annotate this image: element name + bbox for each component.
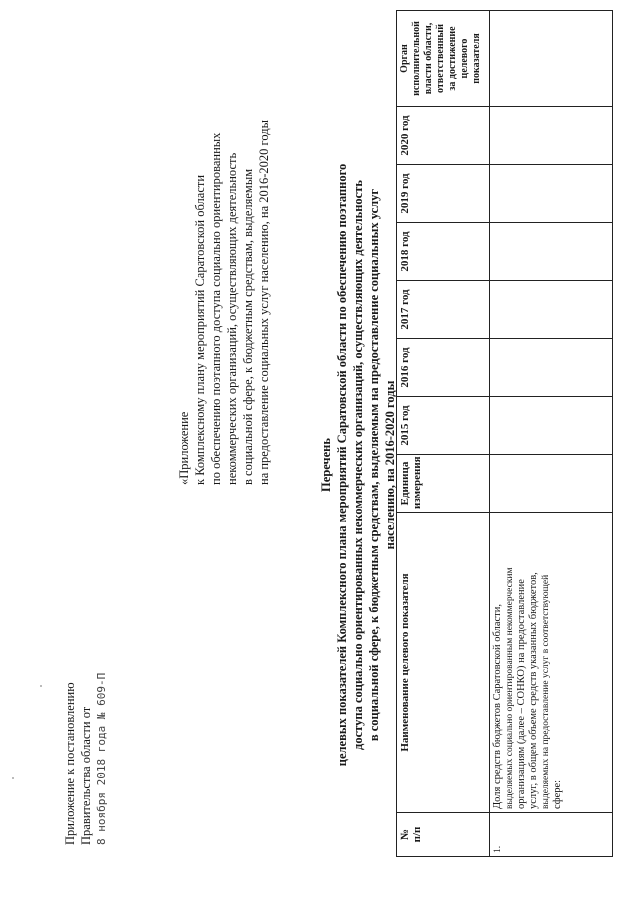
header-name: Наименование целевого показателя	[397, 513, 490, 813]
annex-line: по обеспечению поэтапного доступа социально ориентированных	[209, 132, 223, 485]
row-org	[490, 11, 613, 107]
header-2019: 2019 год	[397, 165, 490, 223]
row-name: Доля средств бюджетов Саратовской области, выделяемых социально ориентированным некоммерческим организациям (далее – СОНКО) на предоставление услуг, в общем объеме средств указанных бюджетов, выделяемых на предоставление услуг в соответствующей сфере:	[490, 513, 613, 813]
annex-line: к Комплексному плану мероприятий Саратовской области	[193, 174, 207, 485]
table-row	[490, 11, 613, 857]
scan-speck	[40, 685, 42, 687]
header-unit: Единица измерения	[397, 455, 490, 513]
header-2018: 2018 год	[397, 223, 490, 281]
targets-table	[396, 10, 613, 857]
row-2020	[490, 107, 613, 165]
document-title-line: в социальной сфере, к бюджетным средствам, выделяемым на предоставление социальных услуг	[367, 188, 381, 742]
scan-speck	[12, 777, 14, 779]
annex-line: на предоставление социальных услуг населению, на 2016-2020 годы	[257, 119, 271, 485]
row-2017	[490, 281, 613, 339]
header-2017: 2017 год	[397, 281, 490, 339]
annex-block	[176, 5, 272, 485]
annex-line: некоммерческих организаций, осуществляющих деятельность	[225, 152, 239, 485]
table-header-row	[397, 11, 490, 857]
document-heading: Перечень	[319, 438, 333, 492]
row-unit	[490, 455, 613, 513]
row-2018	[490, 223, 613, 281]
row-2016	[490, 339, 613, 397]
document-title-line: населению, на 2016-2020 годы	[383, 380, 397, 550]
header-note-line: Приложение к постановлению	[63, 682, 77, 845]
document-title-line: целевых показателей Комплексного плана мероприятий Саратовской области по обеспечению поэтапного	[335, 163, 349, 767]
header-org: Орган исполнительной власти области, ответственный за достижение целевого показателя	[397, 11, 490, 107]
annex-title: «Приложение	[177, 411, 191, 485]
header-note-line: Правительства области от	[79, 706, 93, 845]
row-num: 1.	[490, 813, 613, 857]
header-num: № п/п	[397, 813, 490, 857]
header-note-line: 8 ноября 2018 года № 609-П	[95, 672, 108, 845]
header-2020: 2020 год	[397, 107, 490, 165]
annex-line: в социальной сфере, к бюджетным средствам, выделяемым	[241, 168, 255, 485]
document-title-line: доступа социально ориентированных некоммерческих организаций, осуществляющих деятельность	[351, 180, 365, 750]
document-title	[318, 65, 398, 865]
header-note	[62, 485, 110, 845]
header-2015: 2015 год	[397, 397, 490, 455]
row-2015	[490, 397, 613, 455]
row-2019	[490, 165, 613, 223]
header-2016: 2016 год	[397, 339, 490, 397]
